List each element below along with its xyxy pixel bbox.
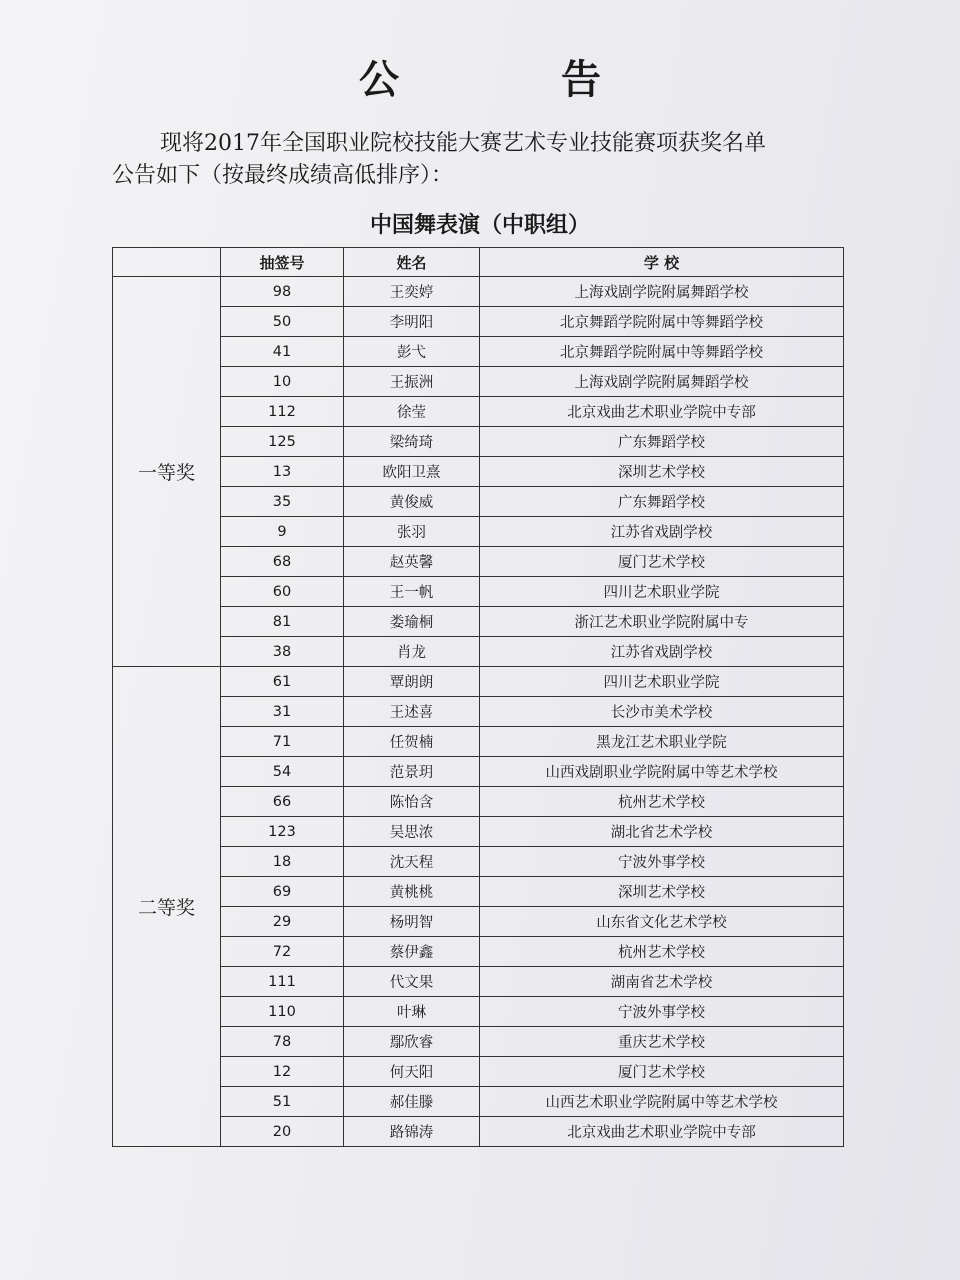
school-cell: 北京舞蹈学院附属中等舞蹈学校 [480, 307, 844, 337]
draw-number-cell: 81 [221, 607, 344, 637]
table-row [113, 1027, 844, 1057]
name-cell: 张羽 [344, 517, 480, 547]
table-row [113, 1117, 844, 1147]
draw-number-cell: 111 [221, 967, 344, 997]
school-cell: 广东舞蹈学校 [480, 487, 844, 517]
table-row [113, 637, 844, 667]
table-header-row [113, 248, 844, 277]
school-cell: 北京舞蹈学院附属中等舞蹈学校 [480, 337, 844, 367]
school-cell: 深圳艺术学校 [480, 457, 844, 487]
draw-number-cell: 54 [221, 757, 344, 787]
table-row [113, 547, 844, 577]
school-cell: 山东省文化艺术学校 [480, 907, 844, 937]
school-cell: 四川艺术职业学院 [480, 667, 844, 697]
table-row [113, 517, 844, 547]
school-cell: 江苏省戏剧学校 [480, 637, 844, 667]
table-row [113, 577, 844, 607]
name-cell: 王述喜 [344, 697, 480, 727]
school-cell: 湖南省艺术学校 [480, 967, 844, 997]
draw-number-cell: 51 [221, 1087, 344, 1117]
draw-number-cell: 123 [221, 817, 344, 847]
school-cell: 杭州艺术学校 [480, 787, 844, 817]
table-row [113, 847, 844, 877]
award-level: 一等奖 [113, 277, 221, 667]
name-cell: 杨明智 [344, 907, 480, 937]
name-cell: 路锦涛 [344, 1117, 480, 1147]
table-row [113, 667, 844, 697]
name-cell: 李明阳 [344, 307, 480, 337]
draw-number-cell: 71 [221, 727, 344, 757]
school-cell: 宁波外事学校 [480, 997, 844, 1027]
name-cell: 王一帆 [344, 577, 480, 607]
table-row [113, 907, 844, 937]
school-cell: 广东舞蹈学校 [480, 427, 844, 457]
school-cell: 浙江艺术职业学院附属中专 [480, 607, 844, 637]
name-cell: 黄俊威 [344, 487, 480, 517]
table-row [113, 697, 844, 727]
draw-number-cell: 20 [221, 1117, 344, 1147]
school-cell: 长沙市美术学校 [480, 697, 844, 727]
name-cell: 郝佳滕 [344, 1087, 480, 1117]
draw-number-cell: 29 [221, 907, 344, 937]
table-row [113, 397, 844, 427]
school-cell: 四川艺术职业学院 [480, 577, 844, 607]
school-cell: 湖北省艺术学校 [480, 817, 844, 847]
draw-number-cell: 60 [221, 577, 344, 607]
table-row [113, 1087, 844, 1117]
table-row [113, 367, 844, 397]
name-cell: 蔡伊鑫 [344, 937, 480, 967]
name-cell: 王奕婷 [344, 277, 480, 307]
name-cell: 赵英馨 [344, 547, 480, 577]
table-row [113, 1057, 844, 1087]
draw-number-cell: 12 [221, 1057, 344, 1087]
table-row [113, 427, 844, 457]
award-level: 二等奖 [113, 667, 221, 1147]
draw-number-cell: 69 [221, 877, 344, 907]
name-cell: 黄桃桃 [344, 877, 480, 907]
school-cell: 深圳艺术学校 [480, 877, 844, 907]
school-cell: 北京戏曲艺术职业学院中专部 [480, 397, 844, 427]
draw-number-cell: 10 [221, 367, 344, 397]
name-cell: 叶琳 [344, 997, 480, 1027]
name-cell: 何天阳 [344, 1057, 480, 1087]
name-cell: 任贺楠 [344, 727, 480, 757]
table-row [113, 277, 844, 307]
name-cell: 覃朗朗 [344, 667, 480, 697]
draw-number-cell: 13 [221, 457, 344, 487]
school-cell: 黑龙江艺术职业学院 [480, 727, 844, 757]
name-cell: 代文果 [344, 967, 480, 997]
table-row [113, 307, 844, 337]
school-cell: 杭州艺术学校 [480, 937, 844, 967]
school-cell: 上海戏剧学院附属舞蹈学校 [480, 277, 844, 307]
table-title: 中国舞表演（中职组） [369, 213, 590, 238]
draw-number-cell: 68 [221, 547, 344, 577]
draw-number-cell: 98 [221, 277, 344, 307]
draw-number-cell: 18 [221, 847, 344, 877]
draw-number-cell: 61 [221, 667, 344, 697]
draw-number-cell: 110 [221, 997, 344, 1027]
intro-paragraph [112, 128, 842, 192]
school-cell: 山西艺术职业学院附属中等艺术学校 [480, 1087, 844, 1117]
draw-number-cell: 9 [221, 517, 344, 547]
name-cell: 梁绮琦 [344, 427, 480, 457]
draw-number-cell: 35 [221, 487, 344, 517]
table-row [113, 457, 844, 487]
header-name: 姓名 [344, 248, 480, 277]
name-cell: 范景玥 [344, 757, 480, 787]
table-row [113, 787, 844, 817]
table-row [113, 487, 844, 517]
name-cell: 彭弋 [344, 337, 480, 367]
table-row [113, 877, 844, 907]
draw-number-cell: 66 [221, 787, 344, 817]
name-cell: 陈怡含 [344, 787, 480, 817]
school-cell: 山西戏剧职业学院附属中等艺术学校 [480, 757, 844, 787]
school-cell: 北京戏曲艺术职业学院中专部 [480, 1117, 844, 1147]
table-row [113, 337, 844, 367]
school-cell: 上海戏剧学院附属舞蹈学校 [480, 367, 844, 397]
name-cell: 吴思浓 [344, 817, 480, 847]
table-row [113, 817, 844, 847]
name-cell: 鄢欣睿 [344, 1027, 480, 1057]
table-row [113, 607, 844, 637]
header-draw-number: 抽签号 [221, 248, 344, 277]
header-award [113, 248, 221, 277]
awards-table [112, 247, 844, 1147]
draw-number-cell: 31 [221, 697, 344, 727]
school-cell: 江苏省戏剧学校 [480, 517, 844, 547]
draw-number-cell: 78 [221, 1027, 344, 1057]
draw-number-cell: 38 [221, 637, 344, 667]
draw-number-cell: 41 [221, 337, 344, 367]
school-cell: 重庆艺术学校 [480, 1027, 844, 1057]
name-cell: 徐莹 [344, 397, 480, 427]
page-title: 公 告 [359, 56, 675, 103]
draw-number-cell: 72 [221, 937, 344, 967]
name-cell: 沈天程 [344, 847, 480, 877]
table-row [113, 997, 844, 1027]
intro-line-1: 现将2017年全国职业院校技能大赛艺术专业技能赛项获奖名单 [160, 131, 766, 156]
school-cell: 宁波外事学校 [480, 847, 844, 877]
table-row [113, 727, 844, 757]
name-cell: 肖龙 [344, 637, 480, 667]
school-cell: 厦门艺术学校 [480, 1057, 844, 1087]
header-school: 学 校 [480, 248, 844, 277]
name-cell: 王振洲 [344, 367, 480, 397]
table-row [113, 937, 844, 967]
draw-number-cell: 125 [221, 427, 344, 457]
intro-line-2: 公告如下（按最终成绩高低排序）： [112, 163, 454, 188]
school-cell: 厦门艺术学校 [480, 547, 844, 577]
table-row [113, 757, 844, 787]
draw-number-cell: 112 [221, 397, 344, 427]
name-cell: 欧阳卫熹 [344, 457, 480, 487]
table-body [113, 277, 844, 1147]
table-row [113, 967, 844, 997]
name-cell: 娄瑜桐 [344, 607, 480, 637]
draw-number-cell: 50 [221, 307, 344, 337]
